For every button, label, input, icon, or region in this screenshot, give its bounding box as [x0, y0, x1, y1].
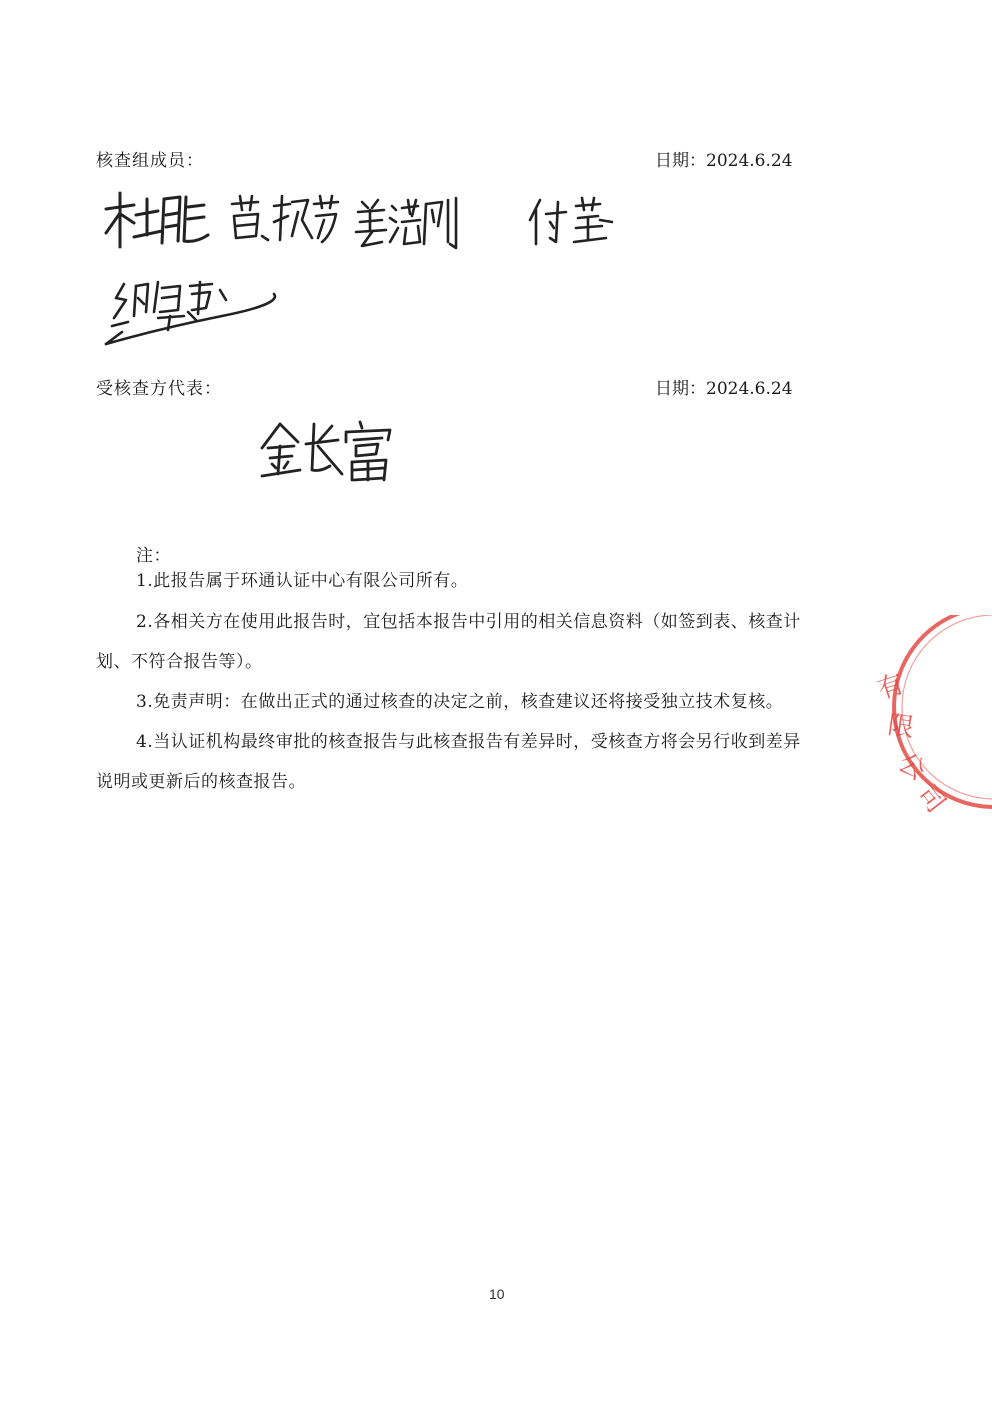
note-item-4-line-1: 4.当认证机构最终审批的核查报告与此核查报告有差异时，受核查方将会另行收到差异 [136, 732, 801, 752]
date-label: 日期： [655, 379, 706, 399]
note-item-3: 3.免责声明：在做出正式的通过核查的决定之前，核查建议还将接受独立技术复核。 [136, 692, 784, 712]
auditee-representative-label: 受核查方代表： [96, 379, 222, 399]
note-item-4-line-2: 说明或更新后的核查报告。 [96, 772, 306, 792]
seal-char-4: 司 [911, 779, 951, 815]
page-number: 10 [489, 1286, 505, 1302]
company-seal [852, 615, 992, 815]
note-item-2-line-1: 2.各相关方在使用此报告时，宜包括本报告中引用的相关信息资料（如签到表、核查计 [136, 612, 801, 632]
auditee-date [655, 374, 793, 399]
signature-huang-zhen-fang [228, 190, 343, 250]
date-value: 2024.6.24 [706, 379, 793, 399]
signature-jiang-hong-gang [352, 192, 462, 254]
notes-title: 注： [136, 546, 171, 566]
inspection-team-date [655, 146, 793, 171]
signature-du-peng [100, 185, 215, 255]
date-value: 2024.6.24 [706, 151, 793, 171]
signature-na-de-dao [102, 272, 277, 350]
date-label: 日期： [655, 151, 706, 171]
signature-fu-ying [526, 192, 616, 252]
seal-char-2: 限 [885, 710, 916, 744]
inspection-team-label: 核查组成员： [96, 151, 204, 171]
seal-char-1: 有 [874, 669, 909, 706]
seal-char-3: 公 [892, 747, 931, 787]
signature-jin-chang-fu [258, 418, 398, 484]
note-item-1: 1.此报告属于环通认证中心有限公司所有。 [136, 571, 469, 591]
note-item-2-line-2: 划、不符合报告等）。 [96, 652, 263, 672]
